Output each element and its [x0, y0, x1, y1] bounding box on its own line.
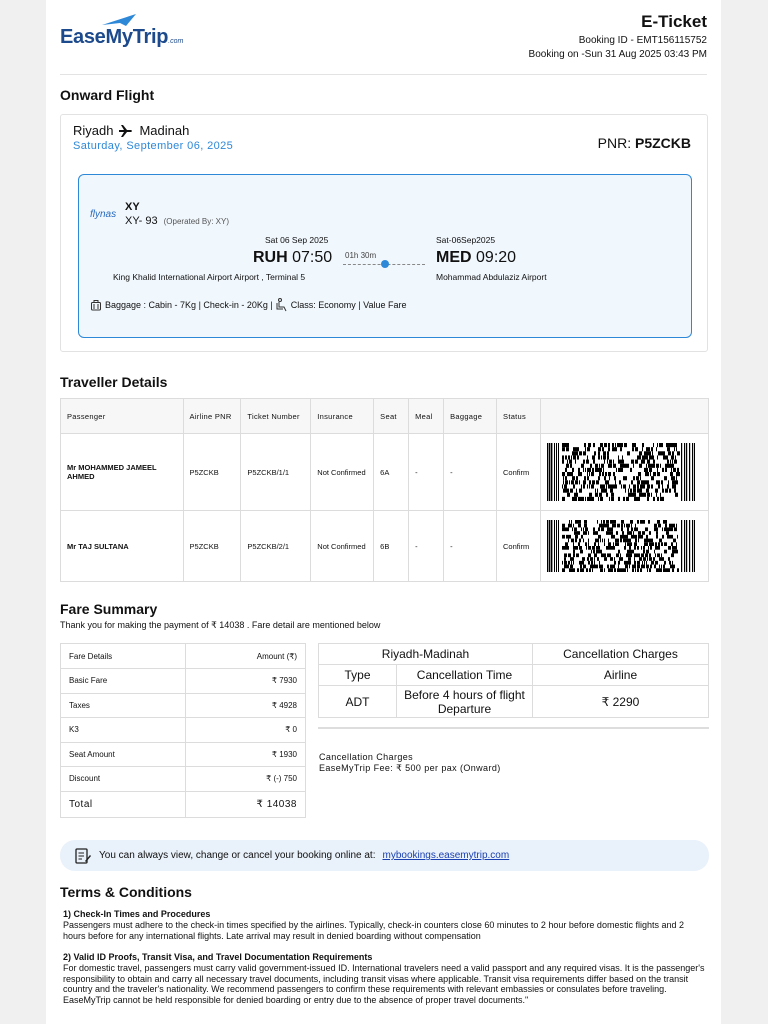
arrival-time	[436, 249, 516, 267]
operated-by: (Operated By: XY)	[163, 217, 229, 226]
manage-booking-banner	[60, 840, 709, 871]
document-edit-icon	[74, 847, 92, 865]
flight-number: XY- 93	[125, 215, 158, 227]
col-airline-pnr: Airline PNR	[183, 399, 241, 434]
logo-suffix: .com	[168, 38, 184, 45]
fare-header-row	[61, 644, 306, 669]
fare-amount: ₹ (-) 750	[186, 767, 306, 792]
departure-date: Sat 06 Sep 2025	[265, 235, 329, 245]
fare-label: Basic Fare	[61, 669, 186, 694]
easemytrip-logo	[60, 14, 183, 49]
table-row	[61, 669, 306, 694]
arrival-date: Sat-06Sep2025	[436, 235, 496, 245]
table-row	[61, 693, 306, 718]
cancellation-header-row	[319, 665, 709, 686]
pnr-value: P5ZCKB	[634, 135, 691, 151]
header-divider	[60, 74, 707, 75]
barcode-cell	[540, 434, 708, 511]
insurance: Not Confirmed	[311, 434, 374, 511]
cancellation-note	[319, 752, 501, 774]
boarding-barcode	[547, 520, 695, 572]
flight-duration: 01h 30m	[345, 251, 377, 260]
pnr	[598, 135, 691, 151]
table-row	[319, 686, 709, 718]
fare-amount: ₹ 7930	[186, 669, 306, 694]
origin-city: Riyadh	[73, 123, 114, 138]
baggage-text: Baggage : Cabin - 7Kg | Check-in - 20Kg |	[105, 300, 273, 310]
page-title: E-Ticket	[641, 12, 707, 31]
table-row	[61, 742, 306, 767]
meal: -	[409, 434, 444, 511]
departure-time	[253, 249, 332, 267]
logo-text: EaseMyTrip	[60, 26, 169, 48]
e-ticket-page	[46, 0, 721, 1024]
airline-code: XY	[125, 201, 140, 213]
term-body: For domestic travel, passengers must carry valid government-issued ID. International travelers need a valid passport and any required visas. It is the passenger's responsibility to obtain and carry all necessary travel documents, including transit visas where applicable. Transit visa requirements differ based on the transit country and the traveler's nationality. We recommend passengers to confirm these requirements with relevant embassies or consulates before traveling. EaseMyTrip cannot be held responsible for denied boarding or entry due to the absence of proper travel documents."	[63, 963, 705, 1005]
fare-table	[60, 643, 306, 818]
fare-subtitle: Thank you for making the payment of ₹ 14038 . Fare detail are mentioned below	[60, 620, 381, 630]
departure-code: RUH	[253, 249, 288, 266]
fare-amount: ₹ 4928	[186, 693, 306, 718]
passenger-type: ADT	[319, 686, 397, 718]
seat: 6A	[374, 434, 409, 511]
booking-date: Booking on -Sun 31 Aug 2025 03:43 PM	[528, 49, 707, 60]
ticket-number: P5ZCKB/1/1	[241, 434, 311, 511]
seat: 6B	[374, 511, 409, 582]
passenger-name: Mr TAJ SULTANA	[61, 511, 184, 582]
airline-pnr: P5ZCKB	[183, 434, 241, 511]
fare-total-amount: ₹ 14038	[186, 791, 306, 817]
manage-booking-link[interactable]: mybookings.easemytrip.com	[382, 850, 510, 861]
fare-head-amount: Amount (₹)	[186, 644, 306, 669]
cancellation-divider	[318, 727, 709, 729]
fare-label: Taxes	[61, 693, 186, 718]
insurance: Not Confirmed	[311, 511, 374, 582]
barcode-cell	[540, 511, 708, 582]
ticket-number: P5ZCKB/2/1	[241, 511, 311, 582]
fare-summary-title: Fare Summary	[60, 601, 158, 617]
airline-logo: flynas	[90, 209, 117, 220]
airplane-icon	[119, 125, 133, 137]
col-seat: Seat	[374, 399, 409, 434]
fare-label: Seat Amount	[61, 742, 186, 767]
cancellation-time-header: Cancellation Time	[397, 665, 533, 686]
booking-id: Booking ID - EMT156115752	[578, 35, 707, 46]
meal: -	[409, 511, 444, 582]
cancellation-note-title: Cancellation Charges	[319, 752, 414, 762]
fare-amount: ₹ 0	[186, 718, 306, 743]
table-row	[61, 767, 306, 792]
terms-title: Terms & Conditions	[60, 884, 192, 900]
cancellation-route: Riyadh-Madinah	[319, 644, 533, 665]
col-meal: Meal	[409, 399, 444, 434]
status: Confirm	[497, 434, 541, 511]
duration-dot	[381, 260, 389, 268]
onward-flight-card	[60, 114, 708, 352]
departure-clock: 07:50	[292, 249, 333, 266]
airline-pnr: P5ZCKB	[183, 511, 241, 582]
col-passenger: Passenger	[61, 399, 184, 434]
manage-booking-text: You can always view, change or cancel your booking online at:	[99, 850, 376, 861]
flight-number-line	[125, 215, 229, 227]
plane-logo-icon	[100, 13, 140, 29]
cancellation-charges-header: Cancellation Charges	[533, 644, 709, 665]
departure-airport: King Khalid International Airport Airport , Terminal 5	[113, 272, 306, 282]
arrival-airport: Mohammad Abdulaziz Airport	[436, 272, 547, 282]
term-heading: 2) Valid ID Proofs, Transit Visa, and Travel Documentation Requirements	[63, 952, 373, 962]
fare-head-label: Fare Details	[61, 644, 186, 669]
airline-header: Airline	[533, 665, 709, 686]
flight-segment	[78, 174, 692, 338]
flight-date: Saturday, September 06, 2025	[73, 140, 234, 152]
term-heading: 1) Check-In Times and Procedures	[63, 909, 211, 919]
cancellation-amount: ₹ 2290	[533, 686, 709, 718]
traveller-details-title: Traveller Details	[60, 374, 168, 390]
traveller-table	[60, 398, 709, 582]
type-header: Type	[319, 665, 397, 686]
class-text: Class: Economy | Value Fare	[290, 300, 407, 310]
fare-total-label: Total	[61, 791, 186, 817]
col-insurance: Insurance	[311, 399, 374, 434]
baggage: -	[444, 511, 497, 582]
flight-route	[73, 123, 189, 138]
destination-city: Madinah	[139, 123, 190, 138]
cancellation-note-text: EaseMyTrip Fee: ₹ 500 per pax (Onward)	[319, 763, 501, 773]
cancellation-time: Before 4 hours of flight Departure	[397, 686, 533, 718]
fare-label: Discount	[61, 767, 186, 792]
onward-flight-title: Onward Flight	[60, 87, 155, 103]
fare-total-row	[61, 791, 306, 817]
cancellation-top-row	[319, 644, 709, 665]
pnr-label: PNR:	[597, 135, 632, 151]
fare-label: K3	[61, 718, 186, 743]
seat-icon	[276, 298, 288, 312]
passenger-name: Mr MOHAMMED JAMEEL AHMED	[61, 434, 184, 511]
table-row	[61, 718, 306, 743]
term-body: Passengers must adhere to the check-in times specified by the airlines. Typically, check-in counters close 60 minutes to 2 hour before domestic flights and 2 hours before for any international flights. Late arrival may result in denied boarding without compensation	[63, 920, 684, 941]
boarding-barcode	[547, 443, 695, 501]
baggage: -	[444, 434, 497, 511]
col-barcode	[540, 399, 708, 434]
status: Confirm	[497, 511, 541, 582]
luggage-icon	[90, 299, 102, 311]
table-row	[61, 511, 709, 582]
col-status: Status	[497, 399, 541, 434]
col-baggage: Baggage	[444, 399, 497, 434]
cancellation-table	[318, 643, 709, 718]
fare-amount: ₹ 1930	[186, 742, 306, 767]
table-row	[61, 434, 709, 511]
baggage-info	[90, 298, 407, 312]
arrival-clock: 09:20	[476, 249, 517, 266]
traveller-table-header	[61, 399, 709, 434]
col-ticket-number: Ticket Number	[241, 399, 311, 434]
arrival-code: MED	[436, 249, 472, 266]
